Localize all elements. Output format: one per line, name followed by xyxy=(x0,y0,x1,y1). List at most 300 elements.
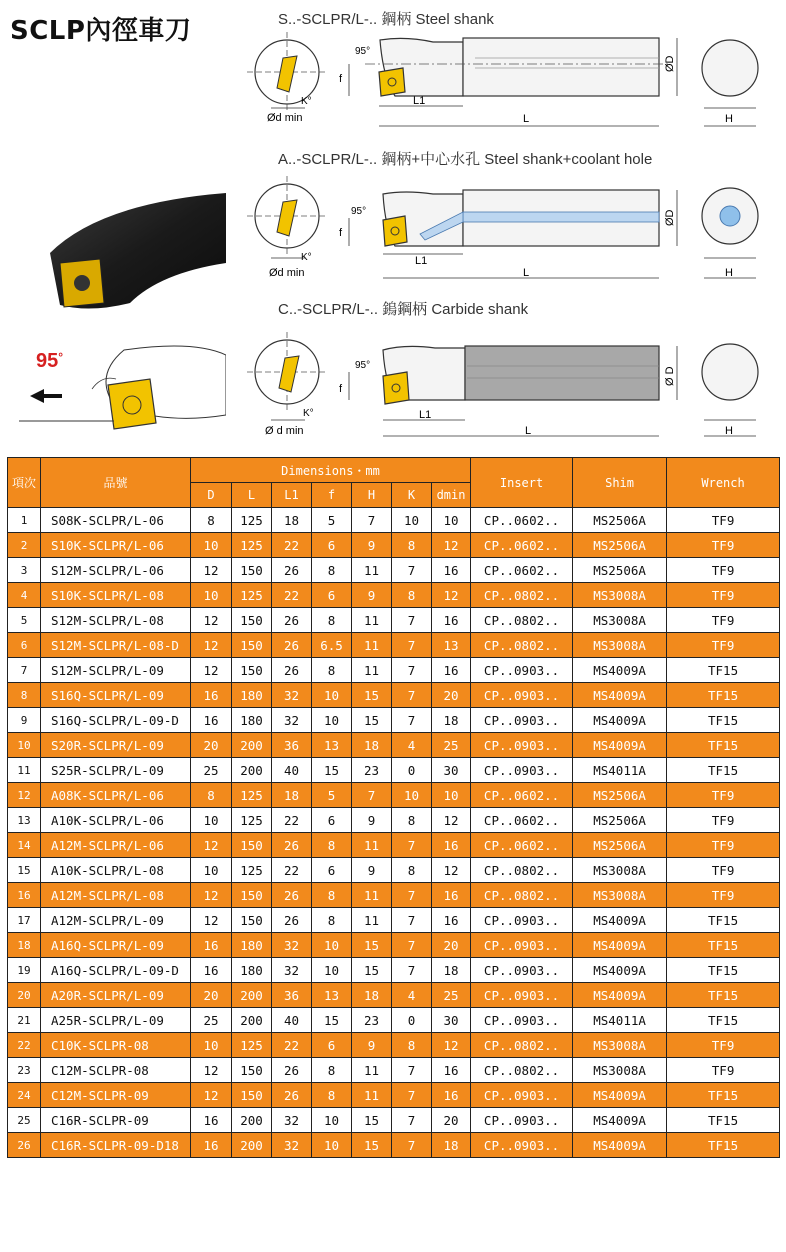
spec-table-body xyxy=(8,508,780,1158)
cell-shim: MS4009A xyxy=(573,933,667,958)
cell-model: A16Q-SCLPR/L-09-D xyxy=(41,958,191,983)
cell-dmin: 16 xyxy=(432,833,471,858)
cell-l1: 26 xyxy=(272,883,312,908)
cell-h: 9 xyxy=(352,1033,392,1058)
cell-d: 12 xyxy=(191,658,232,683)
cell-k: 7 xyxy=(392,1058,432,1083)
table-row xyxy=(8,558,780,583)
header-dmin: dmin xyxy=(432,483,471,508)
header-wrench: Wrench xyxy=(667,458,780,508)
cell-shim: MS4009A xyxy=(573,658,667,683)
cell-d: 12 xyxy=(191,883,232,908)
cell-k: 7 xyxy=(392,683,432,708)
cell-k: 7 xyxy=(392,708,432,733)
cutting-illustration xyxy=(14,345,226,440)
cell-model: S16Q-SCLPR/L-09 xyxy=(41,683,191,708)
label-h: H xyxy=(725,425,733,437)
cell-insert: CP..0903.. xyxy=(471,1108,573,1133)
cell-l1: 40 xyxy=(272,758,312,783)
cell-wrench: TF15 xyxy=(667,708,780,733)
cell-n: 15 xyxy=(8,858,41,883)
header-model: 品號 xyxy=(41,458,191,508)
cell-wrench: TF9 xyxy=(667,508,780,533)
cell-shim: MS4009A xyxy=(573,958,667,983)
cell-shim: MS2506A xyxy=(573,508,667,533)
side-angle-value: 95 xyxy=(36,350,59,372)
cell-model: A20R-SCLPR/L-09 xyxy=(41,983,191,1008)
page-title: SCLP內徑車刀 xyxy=(10,16,192,46)
table-row xyxy=(8,1058,780,1083)
cell-h: 11 xyxy=(352,883,392,908)
cell-h: 7 xyxy=(352,783,392,808)
cell-dmin: 16 xyxy=(432,908,471,933)
cell-model: A16Q-SCLPR/L-09 xyxy=(41,933,191,958)
cell-dmin: 10 xyxy=(432,508,471,533)
cell-shim: MS2506A xyxy=(573,558,667,583)
cell-d: 12 xyxy=(191,608,232,633)
cell-wrench: TF9 xyxy=(667,608,780,633)
cell-k: 7 xyxy=(392,633,432,658)
cell-k: 7 xyxy=(392,1108,432,1133)
cell-l1: 26 xyxy=(272,1083,312,1108)
table-row xyxy=(8,933,780,958)
cell-shim: MS4009A xyxy=(573,1108,667,1133)
label-k: K° xyxy=(301,96,312,107)
cell-dmin: 12 xyxy=(432,533,471,558)
cell-d: 25 xyxy=(191,758,232,783)
cell-n: 21 xyxy=(8,1008,41,1033)
spec-table xyxy=(7,457,780,1158)
cell-insert: CP..0903.. xyxy=(471,958,573,983)
cell-wrench: TF9 xyxy=(667,583,780,608)
header-shim: Shim xyxy=(573,458,667,508)
cell-d: 8 xyxy=(191,508,232,533)
header-insert: Insert xyxy=(471,458,573,508)
cell-shim: MS4009A xyxy=(573,733,667,758)
cell-shim: MS3008A xyxy=(573,858,667,883)
cell-l: 200 xyxy=(232,1008,272,1033)
table-row xyxy=(8,983,780,1008)
cell-k: 7 xyxy=(392,658,432,683)
header-l: L xyxy=(232,483,272,508)
label-l: L xyxy=(523,113,530,125)
cell-insert: CP..0602.. xyxy=(471,533,573,558)
cell-f: 6 xyxy=(312,808,352,833)
cell-l: 200 xyxy=(232,983,272,1008)
table-row xyxy=(8,758,780,783)
cell-k: 7 xyxy=(392,908,432,933)
cell-f: 10 xyxy=(312,683,352,708)
cell-l1: 26 xyxy=(272,908,312,933)
cell-l1: 32 xyxy=(272,1133,312,1158)
cell-f: 13 xyxy=(312,983,352,1008)
cell-f: 13 xyxy=(312,733,352,758)
cell-d: 12 xyxy=(191,558,232,583)
cell-k: 8 xyxy=(392,583,432,608)
header-l1: L1 xyxy=(272,483,312,508)
table-row xyxy=(8,1033,780,1058)
cell-wrench: TF15 xyxy=(667,658,780,683)
cell-d: 25 xyxy=(191,1008,232,1033)
cell-n: 10 xyxy=(8,733,41,758)
cell-d: 10 xyxy=(191,583,232,608)
cell-dmin: 13 xyxy=(432,633,471,658)
cell-h: 9 xyxy=(352,858,392,883)
table-row xyxy=(8,583,780,608)
cell-h: 9 xyxy=(352,583,392,608)
cell-f: 6 xyxy=(312,1033,352,1058)
cell-d: 16 xyxy=(191,683,232,708)
cell-f: 8 xyxy=(312,608,352,633)
cell-n: 7 xyxy=(8,658,41,683)
cell-l1: 22 xyxy=(272,808,312,833)
cell-model: S10K-SCLPR/L-08 xyxy=(41,583,191,608)
cell-h: 11 xyxy=(352,1083,392,1108)
cell-n: 19 xyxy=(8,958,41,983)
cell-insert: CP..0903.. xyxy=(471,983,573,1008)
cell-d: 20 xyxy=(191,983,232,1008)
cell-shim: MS3008A xyxy=(573,608,667,633)
cell-dmin: 25 xyxy=(432,983,471,1008)
cell-model: C10K-SCLPR-08 xyxy=(41,1033,191,1058)
cell-k: 0 xyxy=(392,758,432,783)
cell-k: 7 xyxy=(392,883,432,908)
cell-f: 8 xyxy=(312,833,352,858)
cell-n: 26 xyxy=(8,1133,41,1158)
cell-wrench: TF15 xyxy=(667,758,780,783)
cell-wrench: TF9 xyxy=(667,558,780,583)
cell-h: 11 xyxy=(352,633,392,658)
cell-insert: CP..0802.. xyxy=(471,583,573,608)
cell-wrench: TF15 xyxy=(667,1133,780,1158)
cell-model: S16Q-SCLPR/L-09-D xyxy=(41,708,191,733)
cell-wrench: TF15 xyxy=(667,733,780,758)
cell-wrench: TF15 xyxy=(667,1008,780,1033)
cell-l: 150 xyxy=(232,608,272,633)
cell-n: 25 xyxy=(8,1108,41,1133)
cell-insert: CP..0802.. xyxy=(471,1058,573,1083)
label-dmin: Ø d min xyxy=(265,425,304,437)
cell-d: 16 xyxy=(191,1133,232,1158)
table-row xyxy=(8,833,780,858)
cell-model: S08K-SCLPR/L-06 xyxy=(41,508,191,533)
cell-f: 10 xyxy=(312,958,352,983)
cell-model: S12M-SCLPR/L-08 xyxy=(41,608,191,633)
cell-shim: MS4011A xyxy=(573,1008,667,1033)
cell-d: 16 xyxy=(191,933,232,958)
cell-l: 125 xyxy=(232,583,272,608)
cell-h: 9 xyxy=(352,808,392,833)
cell-h: 9 xyxy=(352,533,392,558)
cell-f: 15 xyxy=(312,1008,352,1033)
cell-dmin: 12 xyxy=(432,858,471,883)
cell-h: 15 xyxy=(352,1108,392,1133)
table-row xyxy=(8,1108,780,1133)
table-row xyxy=(8,608,780,633)
cell-dmin: 10 xyxy=(432,783,471,808)
label-k: K° xyxy=(301,252,312,263)
cell-wrench: TF9 xyxy=(667,833,780,858)
cell-l: 150 xyxy=(232,658,272,683)
caption-carbide-shank: C..-SCLPR/L-.. 鎢鋼柄 Carbide shank xyxy=(278,301,529,318)
tool-photo xyxy=(40,193,226,323)
cell-insert: CP..0802.. xyxy=(471,608,573,633)
cell-dmin: 16 xyxy=(432,883,471,908)
cell-l1: 32 xyxy=(272,933,312,958)
cell-h: 11 xyxy=(352,658,392,683)
cell-wrench: TF9 xyxy=(667,883,780,908)
cell-shim: MS2506A xyxy=(573,533,667,558)
label-dmin: Ød min xyxy=(269,267,305,279)
cell-model: C16R-SCLPR-09-D18 xyxy=(41,1133,191,1158)
table-row xyxy=(8,908,780,933)
cell-l1: 26 xyxy=(272,608,312,633)
table-row xyxy=(8,683,780,708)
table-row xyxy=(8,633,780,658)
cell-h: 7 xyxy=(352,508,392,533)
cell-d: 16 xyxy=(191,958,232,983)
cell-d: 10 xyxy=(191,1033,232,1058)
cell-h: 15 xyxy=(352,1133,392,1158)
cell-l: 125 xyxy=(232,1033,272,1058)
header-k: K xyxy=(392,483,432,508)
cell-k: 8 xyxy=(392,858,432,883)
cell-l1: 26 xyxy=(272,633,312,658)
cell-dmin: 16 xyxy=(432,658,471,683)
label-f: f xyxy=(339,383,343,395)
cell-wrench: TF9 xyxy=(667,783,780,808)
cell-d: 10 xyxy=(191,808,232,833)
cell-shim: MS2506A xyxy=(573,833,667,858)
cell-shim: MS4009A xyxy=(573,708,667,733)
label-l: L xyxy=(525,425,532,437)
cell-n: 24 xyxy=(8,1083,41,1108)
cell-dmin: 18 xyxy=(432,1133,471,1158)
header-index: 項次 xyxy=(8,458,41,508)
cell-insert: CP..0602.. xyxy=(471,783,573,808)
cell-n: 14 xyxy=(8,833,41,858)
cell-l: 180 xyxy=(232,708,272,733)
cell-k: 10 xyxy=(392,508,432,533)
cell-model: C16R-SCLPR-09 xyxy=(41,1108,191,1133)
cell-n: 1 xyxy=(8,508,41,533)
cell-wrench: TF9 xyxy=(667,1033,780,1058)
cell-insert: CP..0903.. xyxy=(471,658,573,683)
cell-wrench: TF15 xyxy=(667,1083,780,1108)
cell-l1: 32 xyxy=(272,708,312,733)
cell-l1: 36 xyxy=(272,983,312,1008)
cell-l: 125 xyxy=(232,508,272,533)
cell-d: 10 xyxy=(191,533,232,558)
cell-l: 150 xyxy=(232,883,272,908)
cell-n: 18 xyxy=(8,933,41,958)
cell-h: 23 xyxy=(352,758,392,783)
cell-n: 11 xyxy=(8,758,41,783)
header-f: f xyxy=(312,483,352,508)
label-h: H xyxy=(725,267,733,279)
cell-d: 12 xyxy=(191,833,232,858)
cell-shim: MS3008A xyxy=(573,583,667,608)
cell-shim: MS4009A xyxy=(573,683,667,708)
cell-l1: 32 xyxy=(272,958,312,983)
cell-wrench: TF9 xyxy=(667,808,780,833)
cell-l1: 26 xyxy=(272,1058,312,1083)
cell-n: 16 xyxy=(8,883,41,908)
header-d: D xyxy=(191,483,232,508)
label-l1: L1 xyxy=(415,255,428,267)
cell-d: 8 xyxy=(191,783,232,808)
cell-f: 6 xyxy=(312,858,352,883)
cell-dmin: 20 xyxy=(432,1108,471,1133)
table-row xyxy=(8,858,780,883)
cell-n: 12 xyxy=(8,783,41,808)
label-l: L xyxy=(523,267,530,279)
cell-dmin: 18 xyxy=(432,958,471,983)
cell-k: 10 xyxy=(392,783,432,808)
cell-model: A12M-SCLPR/L-08 xyxy=(41,883,191,908)
cell-model: S12M-SCLPR/L-06 xyxy=(41,558,191,583)
cell-insert: CP..0602.. xyxy=(471,833,573,858)
cell-l1: 18 xyxy=(272,783,312,808)
cell-model: S20R-SCLPR/L-09 xyxy=(41,733,191,758)
cell-insert: CP..0903.. xyxy=(471,908,573,933)
cell-n: 22 xyxy=(8,1033,41,1058)
cell-l: 200 xyxy=(232,1108,272,1133)
cell-f: 8 xyxy=(312,883,352,908)
cell-f: 10 xyxy=(312,1108,352,1133)
cell-n: 13 xyxy=(8,808,41,833)
cell-model: A10K-SCLPR/L-06 xyxy=(41,808,191,833)
cell-dmin: 30 xyxy=(432,758,471,783)
cell-f: 5 xyxy=(312,783,352,808)
cell-model: A08K-SCLPR/L-06 xyxy=(41,783,191,808)
cell-l1: 32 xyxy=(272,683,312,708)
table-row xyxy=(8,1083,780,1108)
label-d: ØD xyxy=(664,209,676,226)
cell-l: 200 xyxy=(232,758,272,783)
label-angle: 95° xyxy=(355,360,371,371)
cell-insert: CP..0602.. xyxy=(471,808,573,833)
cell-l1: 18 xyxy=(272,508,312,533)
cell-n: 4 xyxy=(8,583,41,608)
cell-f: 15 xyxy=(312,758,352,783)
cell-l: 150 xyxy=(232,1083,272,1108)
cell-f: 10 xyxy=(312,1133,352,1158)
cell-model: S12M-SCLPR/L-09 xyxy=(41,658,191,683)
cell-l: 125 xyxy=(232,808,272,833)
cell-k: 8 xyxy=(392,533,432,558)
cell-insert: CP..0602.. xyxy=(471,508,573,533)
cell-l: 150 xyxy=(232,833,272,858)
cell-n: 3 xyxy=(8,558,41,583)
cell-l1: 22 xyxy=(272,533,312,558)
label-l1: L1 xyxy=(413,95,426,107)
cell-l: 125 xyxy=(232,533,272,558)
cell-shim: MS4009A xyxy=(573,908,667,933)
cell-wrench: TF15 xyxy=(667,958,780,983)
cell-l1: 26 xyxy=(272,658,312,683)
cell-h: 11 xyxy=(352,908,392,933)
cell-insert: CP..0903.. xyxy=(471,933,573,958)
cell-l1: 26 xyxy=(272,558,312,583)
cell-model: C12M-SCLPR-08 xyxy=(41,1058,191,1083)
cell-model: S25R-SCLPR/L-09 xyxy=(41,758,191,783)
diagram-carbide-shank xyxy=(245,330,780,440)
cell-f: 8 xyxy=(312,658,352,683)
cell-d: 16 xyxy=(191,708,232,733)
cell-shim: MS3008A xyxy=(573,1058,667,1083)
table-row xyxy=(8,658,780,683)
cell-dmin: 16 xyxy=(432,558,471,583)
cell-d: 12 xyxy=(191,1058,232,1083)
cell-n: 23 xyxy=(8,1058,41,1083)
cell-insert: CP..0802.. xyxy=(471,858,573,883)
cell-l1: 22 xyxy=(272,583,312,608)
cell-k: 7 xyxy=(392,558,432,583)
cell-shim: MS4009A xyxy=(573,1133,667,1158)
cell-h: 15 xyxy=(352,708,392,733)
cell-insert: CP..0903.. xyxy=(471,1133,573,1158)
cell-h: 18 xyxy=(352,983,392,1008)
table-row xyxy=(8,958,780,983)
cell-shim: MS3008A xyxy=(573,633,667,658)
cell-l: 150 xyxy=(232,633,272,658)
cell-k: 7 xyxy=(392,608,432,633)
cell-insert: CP..0903.. xyxy=(471,1083,573,1108)
table-row xyxy=(8,733,780,758)
cell-insert: CP..0903.. xyxy=(471,758,573,783)
cell-k: 7 xyxy=(392,1133,432,1158)
table-row xyxy=(8,1133,780,1158)
cell-insert: CP..0903.. xyxy=(471,708,573,733)
diagram-coolant-shank xyxy=(245,172,780,282)
cell-k: 8 xyxy=(392,1033,432,1058)
cell-n: 2 xyxy=(8,533,41,558)
caption-steel-shank: S..-SCLPR/L-.. 鋼柄 Steel shank xyxy=(278,11,494,28)
header-h: H xyxy=(352,483,392,508)
cell-model: C12M-SCLPR-09 xyxy=(41,1083,191,1108)
cell-dmin: 16 xyxy=(432,1083,471,1108)
cell-f: 6 xyxy=(312,533,352,558)
cell-dmin: 12 xyxy=(432,1033,471,1058)
cell-shim: MS2506A xyxy=(573,783,667,808)
cell-insert: CP..0802.. xyxy=(471,633,573,658)
cell-wrench: TF15 xyxy=(667,1108,780,1133)
cell-wrench: TF15 xyxy=(667,933,780,958)
cell-insert: CP..0802.. xyxy=(471,883,573,908)
cell-n: 17 xyxy=(8,908,41,933)
cell-shim: MS3008A xyxy=(573,883,667,908)
label-angle: 95° xyxy=(351,206,367,217)
cell-dmin: 16 xyxy=(432,608,471,633)
cell-l: 150 xyxy=(232,908,272,933)
cell-f: 8 xyxy=(312,1058,352,1083)
cell-model: S10K-SCLPR/L-06 xyxy=(41,533,191,558)
cell-l: 180 xyxy=(232,958,272,983)
cell-l: 200 xyxy=(232,733,272,758)
label-angle: 95° xyxy=(355,46,371,57)
table-row xyxy=(8,1008,780,1033)
cell-l: 125 xyxy=(232,858,272,883)
label-h: H xyxy=(725,113,733,125)
cell-k: 7 xyxy=(392,1083,432,1108)
cell-insert: CP..0602.. xyxy=(471,558,573,583)
cell-shim: MS4011A xyxy=(573,758,667,783)
label-f: f xyxy=(339,227,343,239)
cell-h: 11 xyxy=(352,608,392,633)
cell-dmin: 30 xyxy=(432,1008,471,1033)
cell-wrench: TF9 xyxy=(667,533,780,558)
